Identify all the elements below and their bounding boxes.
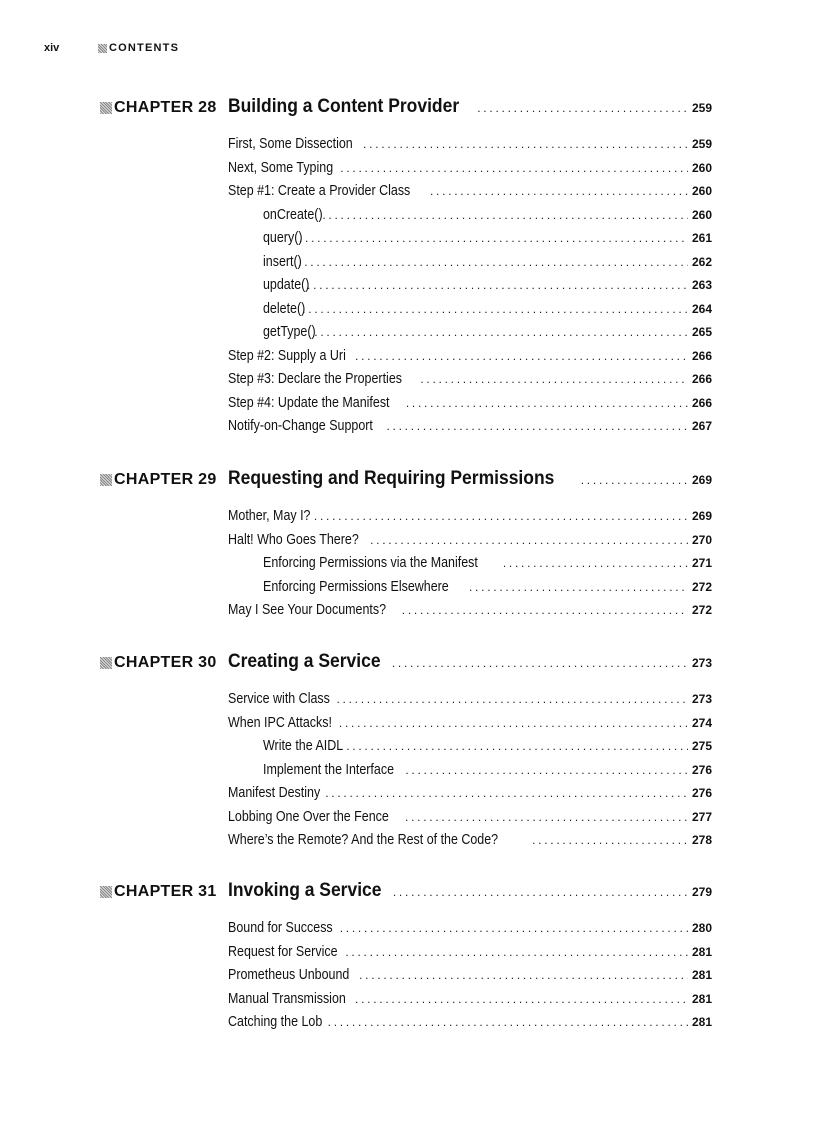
toc-entry[interactable] (228, 785, 712, 809)
dot-leader (336, 693, 688, 705)
entry-page: 272 (691, 579, 712, 594)
dot-leader (402, 604, 688, 616)
entry-title: Manifest Destiny (228, 785, 321, 801)
grey-square-icon (100, 474, 112, 486)
entry-page: 259 (691, 137, 712, 151)
entry-title: Step #1: Create a Provider Class (228, 183, 411, 199)
entry-page: 281 (691, 968, 712, 982)
toc-entry[interactable] (228, 348, 712, 372)
entry-page: 281 (691, 944, 712, 959)
toc-entry[interactable] (228, 508, 712, 532)
chapter-number: CHAPTER 29 (114, 471, 217, 488)
entry-title: Write the AIDL (263, 738, 344, 754)
chapter-page: 269 (691, 473, 712, 487)
entry-page: 264 (691, 301, 712, 316)
chapter-title: Building a Content Provider (228, 96, 460, 117)
dot-leader (314, 510, 688, 522)
dot-leader (386, 420, 688, 432)
entry-page: 261 (691, 231, 712, 245)
dot-leader (325, 787, 688, 799)
chapter-entries (228, 691, 712, 856)
entry-page: 267 (691, 419, 712, 433)
entry-title: query() (263, 230, 303, 246)
entry-title: Request for Service (228, 943, 338, 960)
entry-page: 269 (691, 509, 712, 523)
chapter-title: Requesting and Requiring Permissions (228, 468, 555, 489)
dot-leader (370, 534, 688, 546)
entry-title: Notify-on-Change Support (228, 418, 373, 434)
dot-leader (359, 969, 688, 981)
dot-leader (355, 350, 688, 362)
entry-title: Bound for Success (228, 920, 333, 936)
dot-leader (405, 811, 688, 823)
entry-title: insert() (263, 253, 302, 270)
toc-entry[interactable] (228, 967, 712, 991)
toc-entry[interactable] (228, 991, 712, 1015)
toc-entry[interactable] (228, 183, 712, 207)
toc-entry[interactable] (228, 691, 712, 715)
dot-leader (302, 303, 688, 315)
entry-page: 278 (691, 833, 712, 847)
entry-page: 280 (691, 921, 712, 935)
toc-subentry[interactable] (228, 762, 712, 786)
toc-subentry[interactable] (228, 324, 712, 348)
entry-title: Prometheus Unbound (228, 967, 350, 983)
entry-page: 270 (691, 532, 712, 547)
entry-page: 272 (691, 603, 712, 617)
entry-title: Next, Some Typing (228, 159, 334, 176)
toc-entry[interactable] (228, 1014, 712, 1038)
dot-leader (406, 397, 688, 409)
chapter-entries (228, 136, 712, 442)
running-head (44, 42, 179, 54)
dot-leader (355, 993, 688, 1005)
entry-title: Mother, May I? (228, 508, 311, 524)
entry-title: When IPC Attacks! (228, 714, 332, 731)
entry-page: 276 (691, 786, 712, 800)
entry-page: 262 (691, 254, 712, 269)
dot-leader (420, 373, 688, 385)
chapter-entries (228, 508, 712, 626)
grey-square-icon (100, 102, 112, 114)
toc-entry[interactable] (228, 160, 712, 184)
toc-entry[interactable] (228, 371, 712, 395)
toc-subentry[interactable] (228, 230, 712, 254)
toc-entry[interactable] (228, 809, 712, 833)
toc-subentry[interactable] (228, 738, 712, 762)
entry-title: Enforcing Permissions Elsewhere (263, 578, 449, 595)
dot-leader (469, 581, 688, 593)
dot-leader (430, 185, 688, 197)
toc-entry[interactable] (228, 602, 712, 626)
chapter-number: CHAPTER 28 (114, 99, 217, 116)
chapter-number: CHAPTER 31 (114, 883, 217, 900)
entry-page: 281 (691, 991, 712, 1006)
entry-page: 271 (691, 556, 712, 570)
toc-subentry[interactable] (228, 207, 712, 231)
grey-square-icon (100, 657, 112, 669)
dot-leader (340, 922, 688, 934)
entry-page: 260 (691, 160, 712, 175)
entry-title: Step #4: Update the Manifest (228, 394, 390, 411)
chapter-title-line[interactable] (228, 651, 712, 673)
toc-subentry[interactable] (228, 277, 712, 301)
chapter-title-line[interactable] (228, 96, 712, 118)
dot-leader (392, 657, 688, 669)
entry-title: delete() (263, 300, 306, 317)
dot-leader (393, 886, 688, 898)
toc-entry[interactable] (228, 418, 712, 442)
entry-title: Where’s the Remote? And the Rest of the Code? (228, 832, 499, 848)
chapter-page: 259 (691, 101, 712, 115)
chapter-entries (228, 920, 712, 1038)
dot-leader (298, 256, 688, 268)
section-title: CONTENTS (109, 42, 180, 54)
chapter-title-line[interactable] (228, 880, 712, 902)
entry-title: Implement the Interface (263, 761, 395, 778)
entry-page: 266 (691, 395, 712, 410)
page-number: xiv (44, 42, 60, 54)
entry-title: update() (263, 277, 310, 293)
chapter-page: 279 (691, 885, 712, 899)
entry-page: 275 (691, 739, 712, 753)
dot-leader (532, 834, 688, 846)
entry-page: 276 (691, 762, 712, 777)
entry-title: Service with Class (228, 691, 330, 707)
chapter-label (100, 883, 217, 901)
toc-entry[interactable] (228, 944, 712, 968)
entry-title: Step #2: Supply a Uri (228, 347, 346, 364)
entry-title: Halt! Who Goes There? (228, 531, 359, 548)
entry-title: Manual Transmission (228, 990, 346, 1007)
entry-page: 265 (691, 325, 712, 339)
entry-page: 281 (691, 1015, 712, 1029)
entry-title: Lobbing One Over the Fence (228, 808, 389, 825)
entry-page: 260 (691, 207, 712, 222)
entry-title: Enforcing Permissions via the Manifest (263, 555, 478, 571)
entry-title: First, Some Dissection (228, 136, 353, 152)
dot-leader (346, 740, 688, 752)
toc-entry[interactable] (228, 715, 712, 739)
toc-entry[interactable] (228, 832, 712, 856)
dot-leader (405, 764, 688, 776)
entry-title: getType() (263, 324, 316, 340)
toc-entry[interactable] (228, 136, 712, 160)
entry-page: 266 (691, 348, 712, 363)
dot-leader (345, 946, 688, 958)
dot-leader (363, 138, 688, 150)
grey-square-icon (100, 886, 112, 898)
chapter-title: Creating a Service (228, 651, 381, 672)
dot-leader (340, 162, 688, 174)
entry-title: Catching the Lob (228, 1014, 323, 1030)
chapter-label (100, 654, 217, 672)
dot-leader (328, 1016, 688, 1028)
toc-entry[interactable] (228, 920, 712, 944)
chapter-title-line[interactable] (228, 468, 712, 490)
chapter-page: 273 (691, 656, 712, 670)
entry-page: 260 (691, 184, 712, 198)
entry-page: 273 (691, 692, 712, 706)
entry-title: May I See Your Documents? (228, 602, 387, 618)
entry-title: Step #3: Declare the Properties (228, 371, 402, 387)
dot-leader (299, 232, 688, 244)
dot-leader (477, 102, 688, 114)
dot-leader (307, 279, 688, 291)
dot-leader (314, 326, 688, 338)
toc-subentry[interactable] (228, 555, 712, 579)
chapter-label (100, 471, 217, 489)
chapter-title: Invoking a Service (228, 880, 382, 901)
toc-subentry[interactable] (228, 579, 712, 603)
grey-square-icon (98, 44, 107, 53)
entry-page: 263 (691, 278, 712, 292)
entry-page: 277 (691, 809, 712, 824)
chapter-number: CHAPTER 30 (114, 654, 217, 671)
chapter-label (100, 99, 217, 117)
dot-leader (339, 717, 688, 729)
toc-subentry[interactable] (228, 254, 712, 278)
entry-page: 266 (691, 372, 712, 386)
toc-entry[interactable] (228, 395, 712, 419)
entry-page: 274 (691, 715, 712, 730)
dot-leader (581, 474, 688, 486)
entry-title: onCreate() (263, 206, 323, 223)
dot-leader (322, 209, 688, 221)
dot-leader (503, 557, 688, 569)
toc-subentry[interactable] (228, 301, 712, 325)
toc-entry[interactable] (228, 532, 712, 556)
